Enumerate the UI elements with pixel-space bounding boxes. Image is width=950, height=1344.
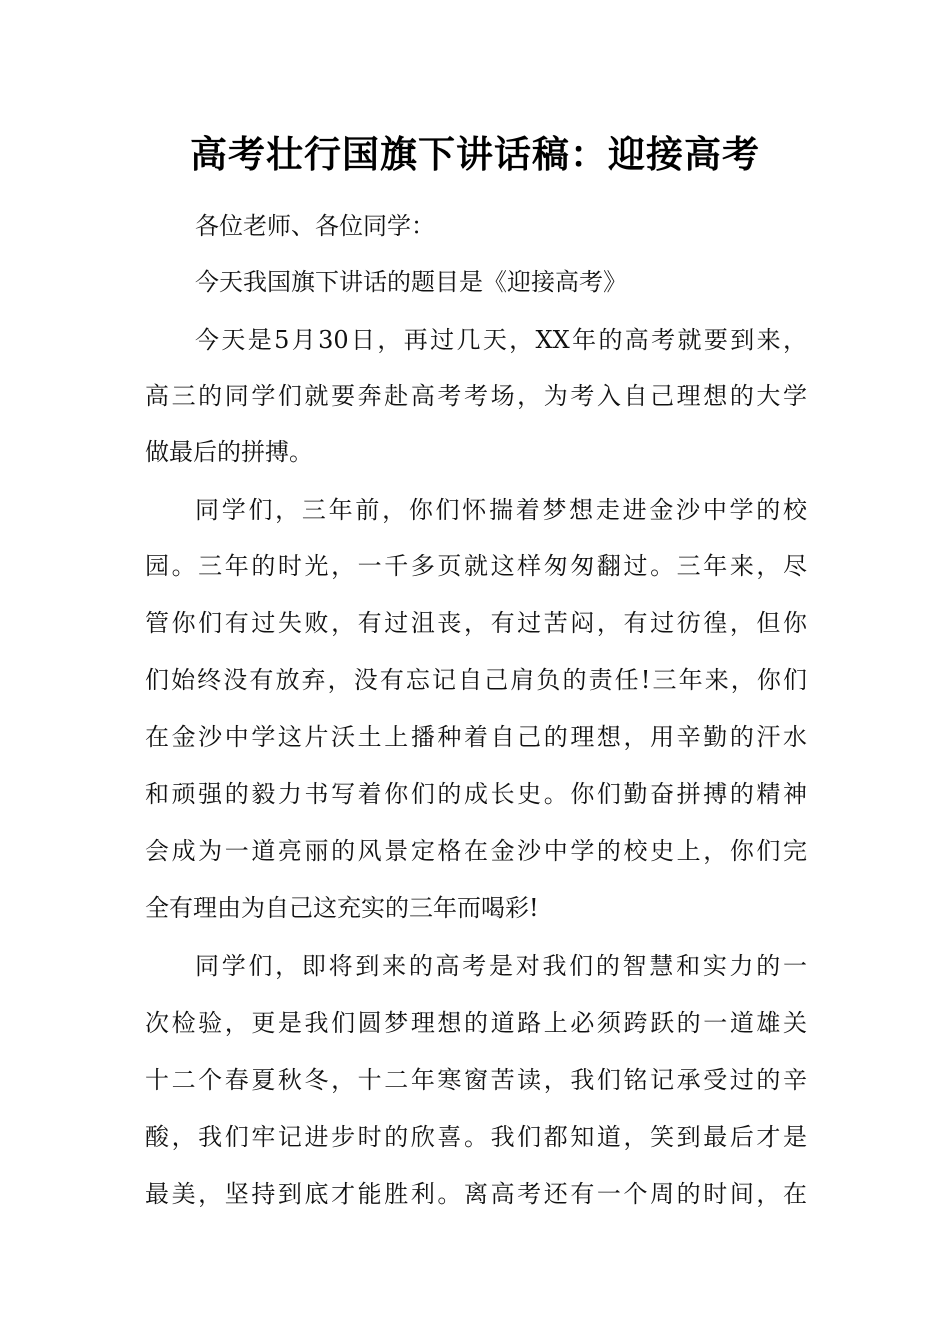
paragraph-2-line-4: 们始终没有放弃，没有忘记自己肩负的责任!三年来，你们 [145,666,807,694]
paragraph-2-line-5: 在金沙中学这片沃土上播种着自己的理想，用辛勤的汗水 [145,723,807,751]
salutation-line: 各位老师、各位同学： [195,212,435,240]
paragraph-2-line-8: 全有理由为自己这充实的三年而喝彩! [145,894,539,922]
paragraph-3-line-1: 同学们，即将到来的高考是对我们的智慧和实力的一 [195,952,807,980]
paragraph-3-line-3: 十二个春夏秋冬，十二年寒窗苦读，我们铭记承受过的辛 [145,1066,807,1094]
paragraph-2-line-6: 和顽强的毅力书写着你们的成长史。你们勤奋拼搏的精神 [145,780,807,808]
document-title: 高考壮行国旗下讲话稿：迎接高考 [190,132,760,176]
paragraph-2-line-2: 园。三年的时光，一千多页就这样匆匆翻过。三年来，尽 [145,552,807,580]
paragraph-1-line-3: 做最后的拼搏。 [145,438,313,466]
paragraph-3-line-5: 最美，坚持到底才能胜利。离高考还有一个周的时间，在 [145,1180,807,1208]
paragraph-1-line-2: 高三的同学们就要奔赴高考考场，为考入自己理想的大学 [145,382,807,410]
paragraph-1-line-1: 今天是5月30日，再过几天，XX年的高考就要到来， [195,326,807,354]
paragraph-2-line-3: 管你们有过失败，有过沮丧，有过苦闷，有过彷徨，但你 [145,609,807,637]
paragraph-2-line-1: 同学们，三年前，你们怀揣着梦想走进金沙中学的校 [195,496,807,524]
paragraph-3-line-2: 次检验，更是我们圆梦理想的道路上必须跨跃的一道雄关 [145,1009,807,1037]
paragraph-2-line-7: 会成为一道亮丽的风景定格在金沙中学的校史上，你们完 [145,837,807,865]
paragraph-3-line-4: 酸，我们牢记进步时的欣喜。我们都知道，笑到最后才是 [145,1123,807,1151]
topic-line: 今天我国旗下讲话的题目是《迎接高考》 [195,268,627,296]
